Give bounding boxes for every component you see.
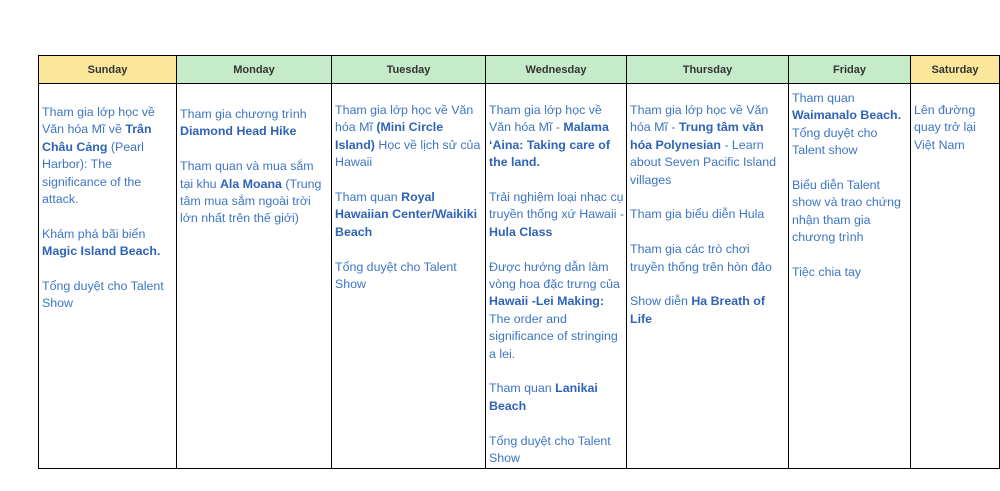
activity-text: Lên đường quay trở lại Việt Nam xyxy=(914,103,976,152)
header-row xyxy=(39,56,1000,84)
activity-highlight: Trân Châu Cảng xyxy=(42,122,152,154)
day-header-tuesday: Tuesday xyxy=(332,56,486,84)
activity-highlight: Royal Hawaiian Center/Waikiki Beach xyxy=(335,190,478,239)
activity-text: - Learn about Seven Pacific Island villages xyxy=(630,137,777,187)
activity xyxy=(335,102,483,172)
activity-highlight: Hawaii -Lei Making: xyxy=(489,294,604,309)
activity xyxy=(489,259,624,363)
activity xyxy=(180,106,329,141)
day-header-monday: Monday xyxy=(177,56,332,84)
activity-text: Tổng duyệt cho Talent Show xyxy=(335,259,457,292)
activity-text: Tham gia biểu diễn Hula xyxy=(630,207,765,222)
activity xyxy=(792,177,908,247)
activity-text: Trải nghiệm loại nhạc cụ truyền thống xứ Hawaii - xyxy=(489,190,625,222)
day-header-wednesday: Wednesday xyxy=(486,56,627,84)
activity xyxy=(914,102,997,154)
activity-text: Tham quan xyxy=(335,190,402,205)
activity xyxy=(335,259,483,294)
activity-text: Học về lịch sử của Hawaii xyxy=(335,137,481,170)
cell-thursday xyxy=(627,84,789,469)
activity-text: Tham quan và mua sắm tại khu xyxy=(180,159,314,191)
activity xyxy=(180,158,329,228)
activity-text: Tiệc chia tay xyxy=(792,265,862,280)
schedule-row xyxy=(39,84,1000,469)
activity-highlight: Trung tâm văn hóa Polynesian xyxy=(630,120,764,152)
cell-monday xyxy=(177,84,332,469)
activity xyxy=(489,380,624,415)
activity-text: (Pearl Harbor): The significance of the attack. xyxy=(42,139,144,207)
day-header-saturday: Saturday xyxy=(911,56,1000,84)
activity-highlight: Lanikai Beach xyxy=(489,381,598,413)
activity-text: Tham gia lớp học về Văn hóa Mĩ về xyxy=(42,105,155,137)
activity-highlight: Waimanalo Beach. xyxy=(792,108,902,123)
activity-text: (Trung tâm mua sắm ngoài trời lớn nhất trên thế giới) xyxy=(180,176,322,226)
activity xyxy=(42,226,174,261)
cell-sunday xyxy=(39,84,177,469)
cell-friday xyxy=(789,84,911,469)
weekly-schedule-table xyxy=(38,55,1000,469)
day-header-friday: Friday xyxy=(789,56,911,84)
activity xyxy=(489,433,624,468)
activity-text: Tham gia lớp học về Văn hóa Mĩ - xyxy=(489,103,602,135)
activity-text: Show diễn xyxy=(630,294,692,309)
activity-text: The order and significance of stringing a lei. xyxy=(489,311,618,361)
activity-text: Tham quan xyxy=(489,381,556,396)
activity-text: Được hướng dẫn làm vòng hoa đặc trưng của xyxy=(489,259,620,292)
activity-highlight: Magic Island Beach. xyxy=(42,244,161,259)
activity-text: Tổng duyệt cho Talent show xyxy=(792,125,878,158)
activity-text: Tổng duyệt cho Talent Show xyxy=(42,279,164,311)
activity xyxy=(42,104,174,208)
day-header-thursday: Thursday xyxy=(627,56,789,84)
activity-highlight: Ha Breath of Life xyxy=(630,294,765,326)
activity-text: Khám phá bãi biển xyxy=(42,226,146,241)
day-header-sunday: Sunday xyxy=(39,56,177,84)
cell-saturday xyxy=(911,84,1000,469)
activity-highlight: Diamond Head Hike xyxy=(180,124,297,139)
activity-text: Tham gia các trò chơi truyền thống trên hòn đảo xyxy=(630,242,772,274)
cell-tuesday xyxy=(332,84,486,469)
activity xyxy=(42,278,174,313)
activity-highlight: Malama ‘Aina: Taking care of the land. xyxy=(489,120,610,170)
activity-text: Tham gia lớp học về Văn hóa Mĩ - xyxy=(630,103,769,135)
activity xyxy=(489,102,624,172)
activity-text: Tham gia chương trình xyxy=(180,107,307,121)
activity xyxy=(792,90,908,160)
activity xyxy=(630,293,786,328)
activity-highlight: Ala Moana xyxy=(219,176,282,191)
activity xyxy=(489,189,624,241)
activity-highlight: Hula Class xyxy=(489,224,553,239)
activity-text: Tổng duyệt cho Talent Show xyxy=(489,433,611,466)
activity xyxy=(335,189,483,241)
cell-wednesday xyxy=(486,84,627,469)
activity xyxy=(630,241,786,276)
activity xyxy=(792,264,908,281)
activity-text: Tham gia lớp học về Văn hóa Mĩ xyxy=(335,103,474,135)
activity-highlight: (Mini Circle Island) xyxy=(335,120,444,152)
activity xyxy=(630,206,786,223)
activity xyxy=(630,102,786,189)
activity-text: Tham quan xyxy=(792,91,855,105)
activity-text: Biểu diễn Talent show và trao chứng nhận tham gia chương trình xyxy=(792,178,901,245)
